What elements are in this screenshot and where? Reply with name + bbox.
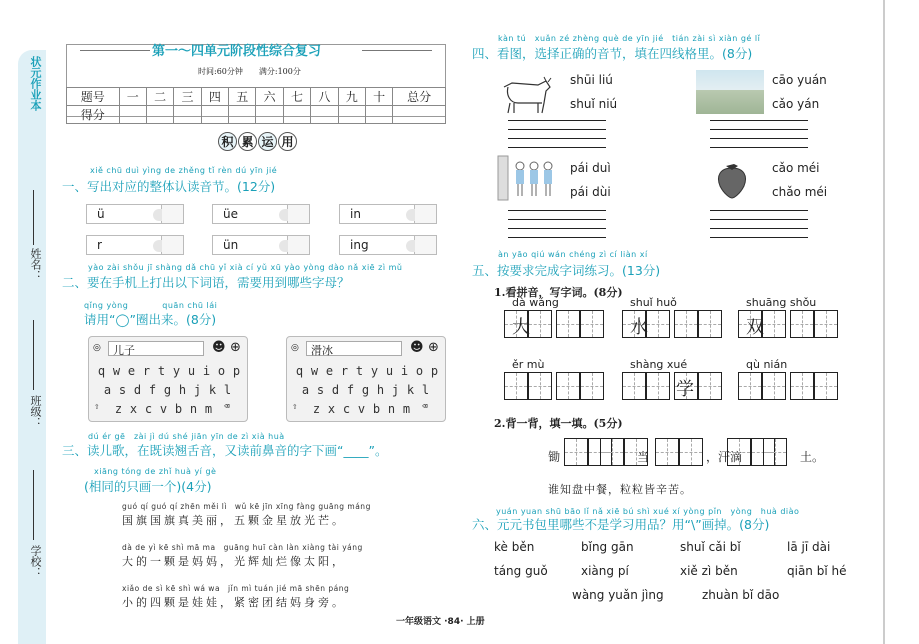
char-cell[interactable] (580, 310, 604, 338)
given-char: 水 (630, 317, 648, 338)
syllable-option[interactable]: shuǐ niú (570, 97, 618, 111)
char-cell[interactable] (698, 372, 722, 400)
syllable-field[interactable]: ün (212, 235, 288, 255)
score-label: 得分 (67, 106, 120, 124)
key-f[interactable]: f (148, 383, 157, 397)
poem-char-a: 锄 (548, 450, 561, 464)
key-n[interactable]: n (387, 402, 396, 416)
word-pinyin: shàng xué (630, 358, 688, 371)
score-header-cell: 七 (283, 88, 310, 106)
key-z[interactable]: z (114, 402, 123, 416)
supply-item[interactable]: táng guǒ (494, 564, 548, 578)
key-t[interactable]: t (355, 364, 364, 378)
key-x[interactable]: x (129, 402, 138, 416)
q3-title-1: 三、读儿歌，在既读翘舌音，又读前鼻音的字下画“____”。 (62, 443, 388, 458)
q5-sub2: 2.背一背，填一填。(5分) (494, 417, 623, 430)
shift-icon[interactable]: ⇧ (292, 402, 298, 412)
key-o[interactable]: o (217, 364, 226, 378)
school-line[interactable] (33, 470, 34, 540)
key-u[interactable]: u (385, 364, 394, 378)
banner-char: 累 (238, 132, 257, 151)
char-cell[interactable] (674, 310, 698, 338)
word-pinyin: qù nián (746, 358, 788, 371)
queue-picture (496, 152, 560, 202)
char-cell[interactable] (790, 310, 814, 338)
key-c[interactable]: c (342, 402, 351, 416)
time-info: 时间:60分钟 满分:100分 (198, 67, 301, 76)
score-header-cell: 题号 (67, 88, 120, 106)
poem-char-c: ，汗滴 (706, 450, 743, 464)
key-l[interactable]: l (223, 383, 232, 397)
shift-icon[interactable]: ⇧ (94, 402, 100, 412)
char-cell[interactable] (790, 372, 814, 400)
name-line[interactable] (33, 190, 34, 245)
supply-item[interactable]: kè běn (494, 540, 535, 554)
char-cell[interactable] (698, 310, 722, 338)
poem-pinyin: xiǎo de sì kē shì wá wa jǐn mì tuán jié mā shēn páng (122, 584, 350, 593)
key-y[interactable]: y (172, 364, 181, 378)
q5-sub1: 1.看拼音，写字词。(8分) (494, 286, 623, 299)
char-cell[interactable] (814, 372, 838, 400)
score-header-cell: 九 (338, 88, 365, 106)
poem-line-2: 谁知盘中餐，粒粒皆辛苦。 (548, 483, 692, 496)
key-i[interactable]: i (400, 364, 409, 378)
grassland-picture (696, 70, 764, 114)
word-pinyin: dà wáng (512, 296, 559, 309)
delete-icon[interactable]: ⌫ (224, 402, 230, 412)
q6-pinyin: yuán yuan shū bāo lǐ nǎ xiē bú shì xué xí yòng pǐn yòng huà diào (496, 507, 800, 516)
poem-line: 国旗国旗真美丽，五颗金星放光芒。 (122, 514, 346, 527)
syllable-option[interactable]: pái duì (570, 161, 611, 175)
title-rule-right (362, 50, 432, 51)
four-line-grid[interactable] (710, 210, 808, 238)
key-o[interactable]: o (415, 364, 424, 378)
char-cell[interactable] (646, 372, 670, 400)
key-z[interactable]: z (312, 402, 321, 416)
key-i[interactable]: i (202, 364, 211, 378)
q1-pinyin: xiě chū duì yìng de zhěng tǐ rèn dú yīn jié (90, 166, 278, 175)
plus-icon: ⊕ (230, 340, 241, 355)
char-cell[interactable] (814, 310, 838, 338)
name-label: 姓名： (29, 248, 42, 281)
key-g[interactable]: g (361, 383, 370, 397)
key-e[interactable]: e (127, 364, 136, 378)
char-cell[interactable] (738, 372, 762, 400)
key-q[interactable]: q (295, 364, 304, 378)
supply-item[interactable]: xiě zì běn (680, 564, 738, 578)
key-c[interactable]: c (144, 402, 153, 416)
key-b[interactable]: b (372, 402, 381, 416)
score-header-cell: 六 (256, 88, 283, 106)
key-s[interactable]: s (316, 383, 325, 397)
char-cell[interactable] (762, 310, 786, 338)
syllable-field[interactable]: r (86, 235, 162, 255)
key-r[interactable]: r (142, 364, 151, 378)
supply-item[interactable]: bǐng gān (581, 540, 634, 554)
key-f[interactable]: f (346, 383, 355, 397)
delete-icon[interactable]: ⌫ (422, 402, 428, 412)
q2-pinyin-1: yào zài shǒu jī shàng dǎ chū yǐ xià cí yǔ xū yào yòng dào nǎ xiē zì mǔ (88, 263, 403, 272)
key-v[interactable]: v (357, 402, 366, 416)
key-t[interactable]: t (157, 364, 166, 378)
key-m[interactable]: m (204, 402, 213, 416)
key-p[interactable]: p (430, 364, 439, 378)
q3-title-2: (相同的只画一个)(4分) (84, 479, 212, 494)
key-j[interactable]: j (193, 383, 202, 397)
supply-item[interactable]: xiàng pí (581, 564, 629, 578)
key-k[interactable]: k (208, 383, 217, 397)
given-char: 学 (676, 379, 694, 400)
q3-pinyin-1: dú ér gē zài jì dú shé jiān yīn de zì xià huà (88, 432, 285, 441)
key-j[interactable]: j (391, 383, 400, 397)
poem-line: 小的四颗是娃娃，紧密团结妈身旁。 (122, 596, 346, 609)
supply-item[interactable]: wàng yuǎn jìng (572, 588, 664, 602)
syllable-option[interactable]: pái dùi (570, 185, 611, 199)
key-u[interactable]: u (187, 364, 196, 378)
poem-char-d: 土。 (800, 450, 825, 464)
key-s[interactable]: s (118, 383, 127, 397)
banner-char: 积 (218, 132, 237, 151)
syllable-option[interactable]: shūi liú (570, 73, 613, 87)
banner-char: 运 (258, 132, 277, 151)
word-pinyin: shuǐ huǒ (630, 296, 677, 309)
word-grid[interactable] (622, 372, 722, 400)
q5-title: 五、按要求完成字词练习。(13分) (472, 263, 661, 278)
char-cell[interactable] (504, 372, 528, 400)
score-header-cell: 一 (119, 88, 146, 106)
key-h[interactable]: h (376, 383, 385, 397)
score-header-cell: 四 (201, 88, 228, 106)
score-header-cell: 八 (311, 88, 338, 106)
key-p[interactable]: p (232, 364, 241, 378)
key-w[interactable]: w (310, 364, 319, 378)
char-cell[interactable] (622, 372, 646, 400)
mic-icon: ◎ (291, 343, 299, 353)
syllable-answer-box[interactable] (415, 235, 437, 255)
supply-item[interactable]: qiān bǐ hé (787, 564, 847, 578)
key-q[interactable]: q (97, 364, 106, 378)
plus-icon: ⊕ (428, 340, 439, 355)
strawberry-picture (712, 160, 752, 200)
key-n[interactable]: n (189, 402, 198, 416)
class-line[interactable] (33, 320, 34, 390)
syllable-option[interactable]: cāo yuán (772, 73, 827, 87)
page-edge (883, 0, 885, 644)
key-d[interactable]: d (331, 383, 340, 397)
four-line-grid[interactable] (508, 210, 606, 238)
supply-item[interactable]: lā jī dài (787, 540, 831, 554)
score-header-cell: 五 (229, 88, 256, 106)
char-cell[interactable] (646, 310, 670, 338)
syllable-option[interactable]: chǎo méi (772, 185, 828, 199)
kb2-input[interactable]: 滑冰 (306, 341, 402, 356)
q1-title: 一、写出对应的整体认读音节。(12分) (62, 179, 276, 194)
key-k[interactable]: k (406, 383, 415, 397)
char-cell[interactable] (556, 372, 580, 400)
given-char: 双 (746, 317, 764, 338)
four-line-grid[interactable] (508, 120, 606, 148)
word-grid[interactable] (738, 372, 838, 400)
key-l[interactable]: l (421, 383, 430, 397)
q6-title: 六、元元书包里哪些不是学习用品？用“\”画掉。(8分) (472, 517, 770, 532)
q2-title-1: 二、要在手机上打出以下词语，需要用到哪些字母？ (62, 275, 350, 290)
syllable-answer-box[interactable] (162, 204, 184, 224)
score-header-cell: 三 (174, 88, 201, 106)
page-footer: 一年级语文 ·84· 上册 (396, 617, 485, 627)
emoji-icon: ☻ (212, 340, 226, 355)
supply-item[interactable]: zhuàn bǐ dāo (702, 588, 780, 602)
q4-pinyin: kàn tú xuǎn zé zhèng què de yīn jié tián zài sì xiàn gé lǐ (498, 34, 761, 43)
syllable-field[interactable]: ing (339, 235, 415, 255)
poem-grid-5[interactable] (763, 438, 787, 466)
key-a[interactable]: a (301, 383, 310, 397)
supply-item[interactable]: shuǐ cǎi bǐ (680, 540, 741, 554)
key-r[interactable]: r (340, 364, 349, 378)
key-m[interactable]: m (402, 402, 411, 416)
class-label: 班级： (29, 395, 42, 428)
key-h[interactable]: h (178, 383, 187, 397)
word-pinyin: ěr mù (512, 358, 545, 371)
key-b[interactable]: b (174, 402, 183, 416)
q2-pinyin-2: qǐng yòng quān chū lái (84, 301, 218, 310)
syllable-field[interactable]: üe (212, 204, 288, 224)
school-label: 学校： (29, 545, 42, 578)
key-a[interactable]: a (103, 383, 112, 397)
char-cell[interactable] (762, 372, 786, 400)
syllable-option[interactable]: cǎo méi (772, 161, 820, 175)
syllable-answer-box[interactable] (288, 204, 310, 224)
score-header-cell: 二 (146, 88, 173, 106)
poem-pinyin: dà de yì kē shì mā ma guāng huī càn làn xiàng tài yáng (122, 543, 363, 552)
kb1-input[interactable]: 儿子 (108, 341, 204, 356)
key-v[interactable]: v (159, 402, 168, 416)
key-x[interactable]: x (327, 402, 336, 416)
brand-label: 状元作业本 (29, 56, 42, 111)
q2-title-2: 请用“◯”圈出来。(8分) (84, 312, 217, 327)
title-rule-left (80, 50, 150, 51)
syllable-answer-box[interactable] (415, 204, 437, 224)
syllable-field[interactable]: in (339, 204, 415, 224)
poem-pinyin: guó qí guó qí zhēn měi lì wǔ kē jīn xīng fàng guāng máng (122, 502, 371, 511)
char-cell[interactable] (528, 372, 552, 400)
char-cell[interactable] (556, 310, 580, 338)
q3-pinyin-2: xiāng tóng de zhǐ huà yí gè (94, 467, 217, 476)
four-line-grid[interactable] (710, 120, 808, 148)
poem-grid-3[interactable] (655, 438, 703, 466)
section-banner (218, 132, 298, 154)
word-pinyin: shuāng shǒu (746, 296, 817, 309)
score-header-cell: 总分 (393, 88, 446, 106)
key-y[interactable]: y (370, 364, 379, 378)
poem-char-b: 当 (637, 450, 650, 464)
syllable-option[interactable]: cǎo yán (772, 97, 820, 111)
char-cell[interactable] (528, 310, 552, 338)
cow-picture (498, 73, 554, 117)
score-header-cell: 十 (365, 88, 392, 106)
q5-pinyin: àn yāo qiú wán chéng zì cí liàn xí (498, 250, 648, 259)
given-char: 大 (512, 317, 530, 338)
syllable-answer-box[interactable] (288, 235, 310, 255)
banner-char: 用 (278, 132, 297, 151)
word-grid[interactable] (504, 372, 604, 400)
page-title: 第一～四单元阶段性综合复习 (152, 44, 322, 59)
char-cell[interactable] (580, 372, 604, 400)
mic-icon: ◎ (93, 343, 101, 353)
key-g[interactable]: g (163, 383, 172, 397)
key-e[interactable]: e (325, 364, 334, 378)
syllable-field[interactable]: ü (86, 204, 162, 224)
q4-title: 四、看图，选择正确的音节，填在四线格里。(8分) (472, 46, 753, 61)
key-d[interactable]: d (133, 383, 142, 397)
syllable-answer-box[interactable] (162, 235, 184, 255)
key-w[interactable]: w (112, 364, 121, 378)
emoji-icon: ☻ (410, 340, 424, 355)
poem-line: 大的一颗是妈妈，光辉灿烂像太阳， (122, 555, 346, 568)
score-table (66, 87, 446, 124)
